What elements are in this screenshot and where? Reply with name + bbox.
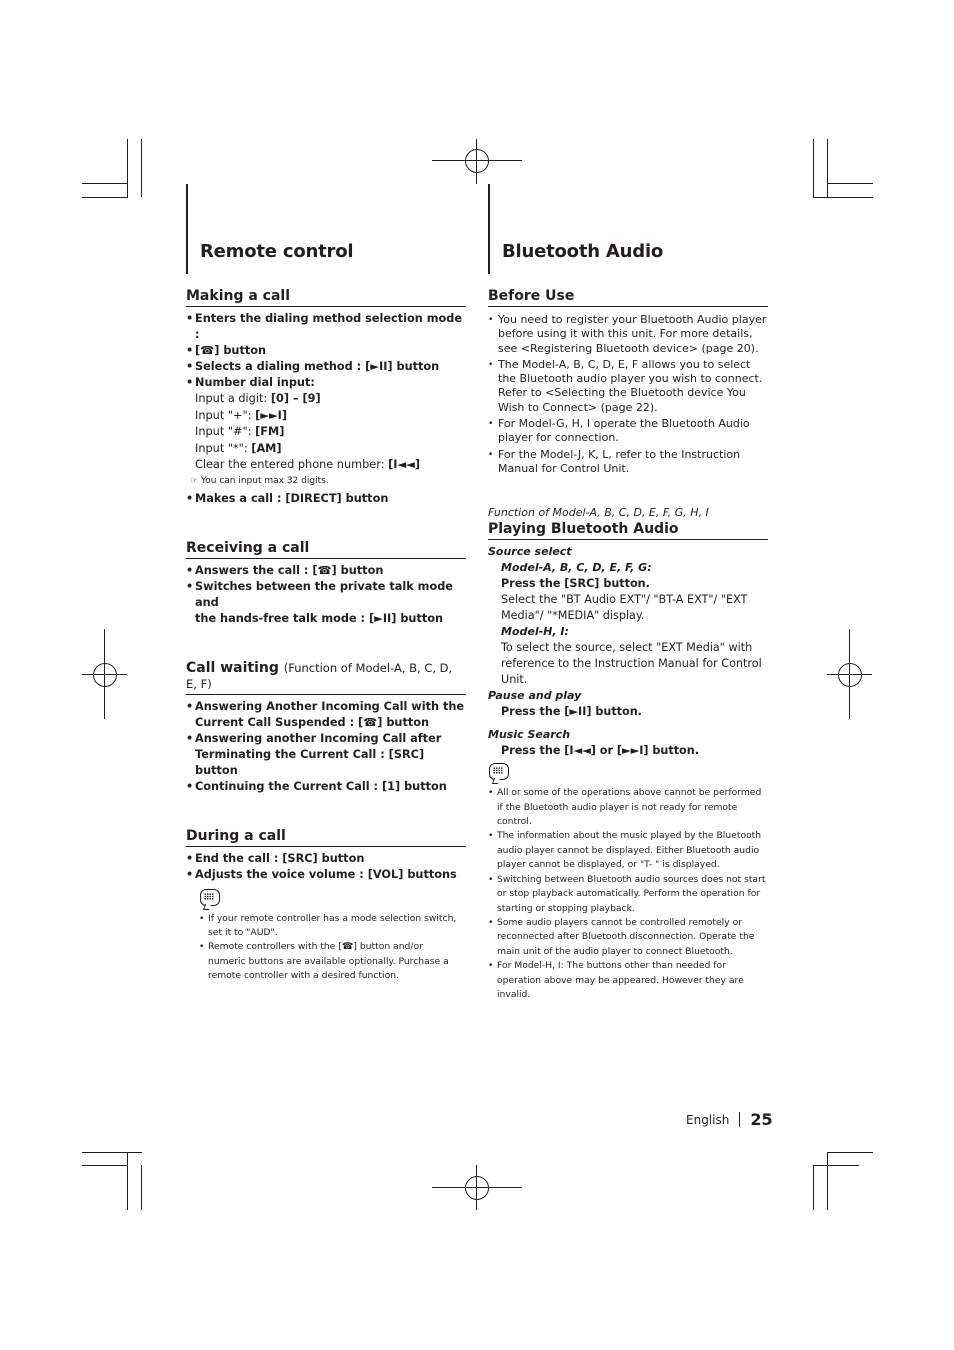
footer-divider xyxy=(739,1112,740,1127)
section-heading-during-a-call: During a call xyxy=(186,828,466,847)
during-call-list xyxy=(186,851,466,883)
subheading-music-search: Music Search xyxy=(488,728,571,742)
section-heading-making-a-call: Making a call xyxy=(186,288,466,307)
memo-icon xyxy=(200,889,220,906)
memo-icon xyxy=(489,763,509,780)
dial-line: Input "*": [AM] xyxy=(195,441,282,455)
instruction: Press the [SRC] button. xyxy=(501,577,650,591)
list-item-continued: Terminating the Current Call : [SRC] button xyxy=(195,747,425,777)
list-item: • You need to register your Bluetooth Audio player before using it with this unit. For more details, see <Registering Bluetooth device> (page 20). xyxy=(488,313,768,356)
list-item: • Enters the dialing method selection mode : xyxy=(186,311,466,343)
list-item: • Selects a dialing method : [►II] button xyxy=(186,359,466,375)
function-note: Function of Model-A, B, C, D, E, F, G, H, I xyxy=(488,506,709,520)
list-item: • Answering another Incoming Call after xyxy=(186,731,466,747)
list-item: • Adjusts the voice volume : [VOL] buttons xyxy=(186,867,466,883)
section-heading-playing-bluetooth-audio: Playing Bluetooth Audio xyxy=(488,521,768,540)
section-heading-call-waiting: Call waiting (Function of Model-A, B, C, D, E, F) xyxy=(186,660,466,695)
note-item: • If your remote controller has a mode selection switch, set it to "AUD". xyxy=(199,912,461,941)
making-call-list xyxy=(186,311,466,391)
left-column xyxy=(186,288,466,984)
before-use-list xyxy=(488,313,768,476)
note-item: • Switching between Bluetooth audio sources does not start or stop playback automatically. Perform the operation for starting or stopping playback. xyxy=(488,873,768,916)
dial-line: Input "+": [►►I] xyxy=(195,408,288,422)
page-title-remote-control: Remote control xyxy=(200,241,354,262)
list-item: • Continuing the Current Call : [1] button xyxy=(186,779,466,795)
dial-input-lines xyxy=(186,391,466,474)
receiving-call-list xyxy=(186,563,466,627)
section-heading-before-use: Before Use xyxy=(488,288,768,307)
list-item-continued: Current Call Suspended : [☎] button xyxy=(195,715,430,729)
list-item: • Number dial input: xyxy=(186,375,466,391)
pointing-hand-icon: ☞ xyxy=(190,475,199,486)
note-item: • Some audio players cannot be controlled remotely or reconnected after Bluetooth disconnection. Operate the main unit of the audio player to connect Bluetooth. xyxy=(488,916,768,959)
list-item-continued: the hands-free talk mode : [►II] button xyxy=(195,611,444,625)
playing-notes xyxy=(488,786,768,1002)
call-waiting-list xyxy=(186,699,466,795)
dial-line: Input a digit: [0] – [9] xyxy=(195,392,321,405)
section-heading-receiving-a-call: Receiving a call xyxy=(186,540,466,559)
model-label: Model-H, I: xyxy=(501,625,569,639)
list-item: • Makes a call : [DIRECT] button xyxy=(186,491,466,507)
note-item: • Remote controllers with the [☎] button and/or numeric buttons are available optionally. Purchase a remote controller with a desired function. xyxy=(199,940,461,983)
list-item: • [☎] button xyxy=(186,343,466,359)
note-item: • The information about the music played by the Bluetooth audio player cannot be displayed. Either Bluetooth audio player cannot be displayed, or "T- " is displayed. xyxy=(488,829,768,872)
page-number: 25 xyxy=(750,1110,773,1129)
list-item: • Answering Another Incoming Call with the xyxy=(186,699,466,715)
list-item: • Switches between the private talk mode and xyxy=(186,579,466,611)
list-item: • For the Model-J, K, L, refer to the Instruction Manual for Control Unit. xyxy=(488,448,768,477)
instruction-detail: Select the "BT Audio EXT"/ "BT-A EXT"/ "EXT Media"/ "*MEDIA" display. xyxy=(501,593,748,623)
instruction-detail: To select the source, select "EXT Media" with reference to the Instruction Manual for Control Unit. xyxy=(501,641,762,687)
dial-line: Input "#": [FM] xyxy=(195,425,285,438)
dial-line: Clear the entered phone number: [I◄◄] xyxy=(195,458,421,471)
footer-language: English xyxy=(686,1112,730,1127)
max-digits-note: ☞ You can input max 32 digits. xyxy=(190,475,329,486)
page-title-bluetooth-audio: Bluetooth Audio xyxy=(502,241,664,262)
footer xyxy=(686,1110,773,1129)
model-label: Model-A, B, C, D, E, F, G: xyxy=(501,561,652,575)
title-bar-left xyxy=(186,184,188,274)
subheading-source-select: Source select xyxy=(488,545,572,559)
right-column xyxy=(488,288,768,1002)
note-item: • All or some of the operations above cannot be performed if the Bluetooth audio player is not ready for remote control. xyxy=(488,786,768,829)
note-item: • For Model-H, I: The buttons other than needed for operation above may be appeared. However they are invalid. xyxy=(488,959,768,1002)
instruction: Press the [I◄◄] or [►►I] button. xyxy=(501,744,699,758)
list-item: • For Model-G, H, I operate the Bluetooth Audio player for connection. xyxy=(488,417,768,446)
during-call-notes xyxy=(186,912,461,984)
list-item: • End the call : [SRC] button xyxy=(186,851,466,867)
list-item: • The Model-A, B, C, D, E, F allows you to select the Bluetooth audio player you wish to connect. Refer to <Selecting the Bluetooth device You Wish to Connect> (page 22). xyxy=(488,358,768,415)
subheading-pause-and-play: Pause and play xyxy=(488,689,582,703)
list-item: • Answers the call : [☎] button xyxy=(186,563,466,579)
instruction: Press the [►II] button. xyxy=(501,705,642,719)
function-note: (Function of Model-A, B, C, D, E, F) xyxy=(186,660,453,691)
title-bar-right xyxy=(488,184,490,274)
